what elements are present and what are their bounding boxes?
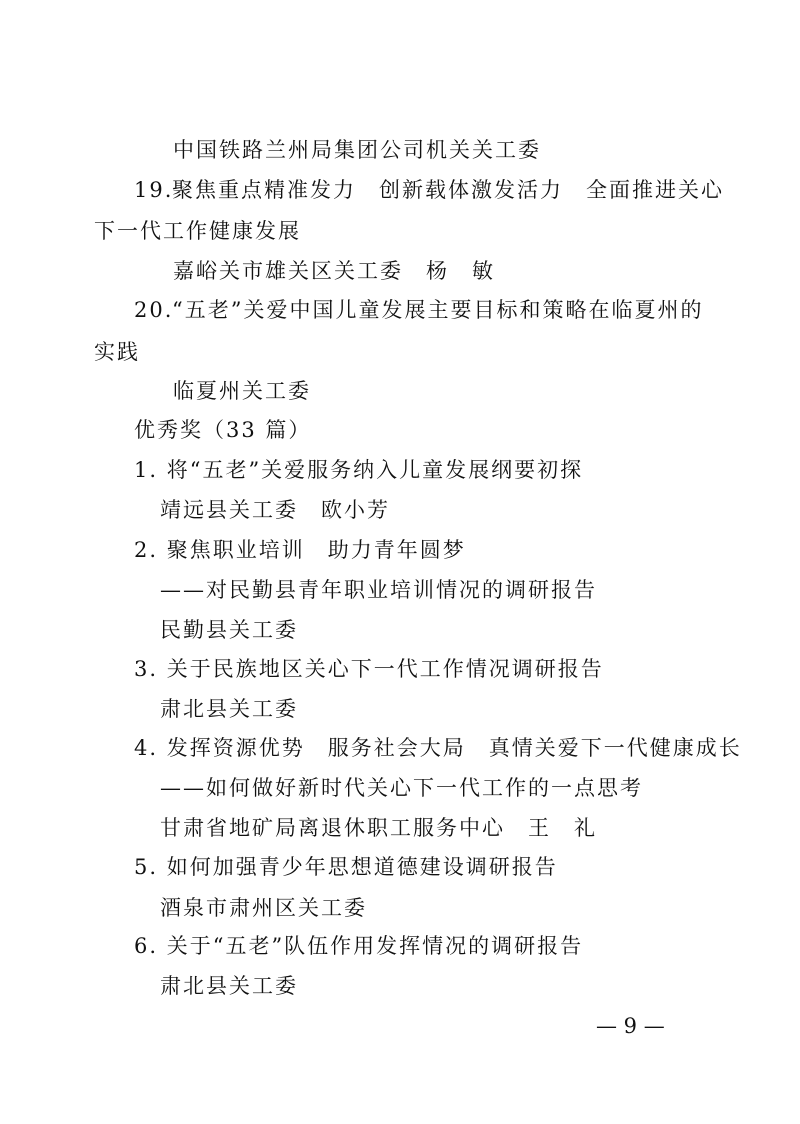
page-number: — 9 — — [596, 1014, 665, 1038]
entry-title: 5. 如何加强青少年思想道德建设调研报告 — [134, 855, 558, 879]
entry-title-continuation: 实践 — [94, 340, 140, 364]
author-line: 酒泉市肃州区关工委 — [160, 896, 367, 920]
author-line: 临夏州关工委 — [173, 379, 311, 403]
author-line: 靖远县关工委 欧小芳 — [160, 498, 390, 522]
author-line: 肃北县关工委 — [160, 974, 298, 998]
author-line: 嘉峪关市雄关区关工委 杨 敏 — [173, 259, 495, 283]
entry-title: 聚焦重点精准发力 创新载体激发活力 全面推进关心 — [172, 178, 724, 202]
entry-title: 1. 将“五老”关爱服务纳入儿童发展纲要初探 — [134, 458, 584, 482]
entry-subtitle: ——对民勤县青年职业培训情况的调研报告 — [160, 578, 597, 602]
author-line: 肃北县关工委 — [160, 697, 298, 721]
entry-number: 20. — [134, 298, 174, 322]
entry-title: 6. 关于“五老”队伍作用发挥情况的调研报告 — [134, 934, 584, 958]
entry-title: 4. 发挥资源优势 服务社会大局 真情关爱下一代健康成长 — [134, 736, 742, 760]
entry-title: 2. 聚焦职业培训 助力青年圆梦 — [134, 538, 466, 562]
entry-title: “五老”关爱中国儿童发展主要目标和策略在临夏州的 — [172, 298, 704, 322]
author-line: 中国铁路兰州局集团公司机关关工委 — [173, 138, 541, 162]
section-heading: 优秀奖（33 篇） — [134, 418, 312, 442]
entry-number: 19. — [134, 178, 174, 202]
entry-subtitle: ——如何做好新时代关心下一代工作的一点思考 — [160, 776, 643, 800]
entry-title-continuation: 下一代工作健康发展 — [94, 219, 301, 243]
author-line: 民勤县关工委 — [160, 618, 298, 642]
author-line: 甘肃省地矿局离退休职工服务中心 王 礼 — [160, 816, 597, 840]
entry-title: 3. 关于民族地区关心下一代工作情况调研报告 — [134, 657, 604, 681]
